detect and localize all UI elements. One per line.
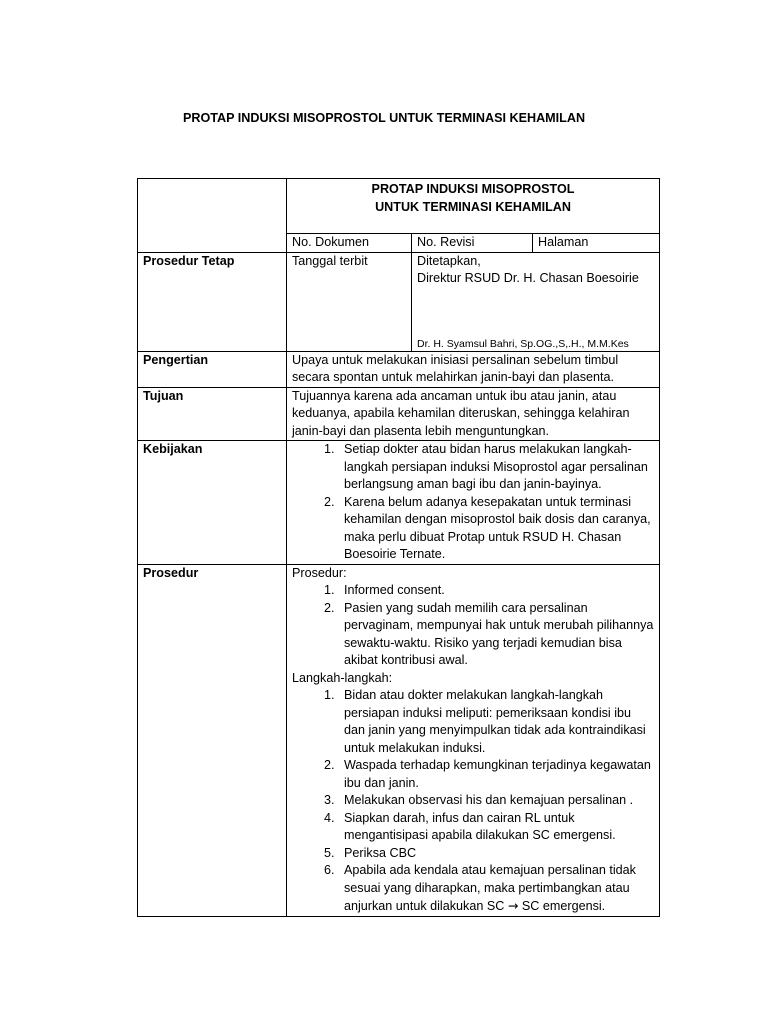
ditetapkan-text: Ditetapkan, [417, 253, 481, 268]
list-item [338, 862, 654, 916]
list-item: 2. Karena belum adanya kesepakatan untuk terminasi kehamilan dengan misoprostol baik dosis dan caranya, maka perlu dibuat Protap untuk RSUD H. Chasan Boesoirie Ternate. [338, 494, 654, 564]
prosedur-intro: Prosedur: [292, 565, 347, 580]
direktur-text: Direktur RSUD Dr. H. Chasan Boesoirie [417, 271, 639, 285]
prosedur-label: Prosedur [138, 564, 287, 916]
prosedur-tetap-label: Prosedur Tetap [138, 252, 287, 351]
prosedur-list [292, 582, 654, 670]
right-arrow-icon: → [507, 898, 519, 913]
list-item: 4. Siapkan darah, infus dan cairan RL untuk mengantisipasi apabila dilakukan SC emergensi. [338, 810, 654, 845]
pengertian-text: Upaya untuk melakukan inisiasi persalinan sebelum timbul secara spontan untuk melahirkan janin-bayi dan plasenta. [287, 351, 660, 387]
prosedur-content [287, 564, 660, 916]
pengertian-row [138, 351, 660, 387]
heading-line-2: UNTUK TERMINASI KEHAMILAN [375, 199, 571, 214]
tujuan-text: Tujuannya karena ada ancaman untuk ibu atau janin, atau keduanya, apabila kehamilan diteruskan, sehingga kelahiran janin-bayi dan plasenta lebih menguntungkan. [287, 387, 660, 441]
langkah-list [292, 687, 654, 916]
kebijakan-list [292, 441, 654, 564]
no-revisi-cell: No. Revisi [412, 234, 533, 253]
header-row [138, 179, 660, 234]
pengertian-label: Pengertian [138, 351, 287, 387]
list-item: 1. Informed consent. [338, 582, 654, 600]
tanggal-terbit-cell: Tanggal terbit [287, 252, 412, 351]
langkah-intro: Langkah-langkah: [292, 670, 393, 685]
document-title: PROTAP INDUKSI MISOPROSTOL UNTUK TERMINASI KEHAMILAN [182, 111, 586, 125]
last-step-end: SC emergensi. [521, 899, 606, 913]
no-dokumen-cell: No. Dokumen [287, 234, 412, 253]
prosedur-tetap-row [138, 252, 660, 351]
kebijakan-content [287, 441, 660, 565]
heading-line-1: PROTAP INDUKSI MISOPROSTOL [371, 182, 575, 196]
list-item: 1. Bidan atau dokter melakukan langkah-langkah persiapan induksi meliputi: pemeriksaan kondisi ibu dan janin yang menyimpulkan tidak ada kontraindikasi untuk melakukan induksi. [338, 687, 654, 757]
kebijakan-row [138, 441, 660, 565]
list-item: 1. Setiap dokter atau bidan harus melakukan langkah-langkah persiapan induksi Misoprostol agar persalinan berlangsung aman bagi ibu dan janin-bayinya. [338, 441, 654, 494]
list-item: 5. Periksa CBC [338, 845, 654, 863]
protap-heading [287, 179, 660, 234]
tujuan-row [138, 387, 660, 441]
list-item: 2. Pasien yang sudah memilih cara persalinan pervaginam, mempunyai hak untuk merubah pilihannya sewaktu-waktu. Risiko yang terjadi kemudian bisa akibat kontribusi awal. [338, 600, 654, 670]
tujuan-label: Tujuan [138, 387, 287, 441]
list-item: 3. Melakukan observasi his dan kemajuan persalinan . [338, 792, 654, 810]
signer-name: Dr. H. Syamsul Bahri, Sp.OG.,S,.H., M.M.Kes [417, 337, 629, 350]
halaman-cell: Halaman [533, 234, 660, 253]
kebijakan-label: Kebijakan [138, 441, 287, 565]
protap-table [137, 178, 660, 917]
logo-cell [138, 179, 287, 253]
last-step-text: Apabila ada kendala atau kemajuan persalinan tidak sesuai yang diharapkan, maka pertimbangkan atau anjurkan untuk dilakukan SC [344, 863, 636, 913]
ditetapkan-cell [412, 252, 660, 351]
prosedur-row [138, 564, 660, 916]
list-item: 2. Waspada terhadap kemungkinan terjadinya kegawatan ibu dan janin. [338, 757, 654, 792]
